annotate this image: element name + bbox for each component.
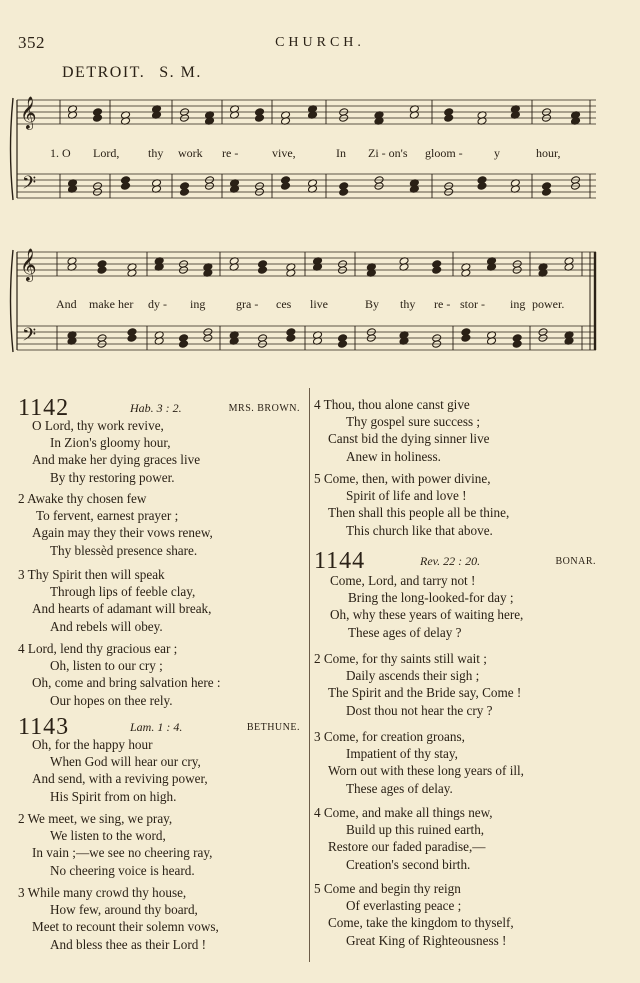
hymn-number: 1142	[18, 395, 70, 421]
verse-line: And send, with a reviving power,	[32, 771, 208, 787]
svg-text:𝄢: 𝄢	[22, 325, 37, 350]
lyric-syllable: thy	[148, 146, 164, 160]
lyric-syllable: work	[178, 146, 203, 160]
lyric-syllable: gra -	[236, 297, 259, 311]
hymn-number: 1144	[314, 548, 366, 574]
verse-line: Oh, listen to our cry ;	[50, 658, 163, 674]
verse-line: 4 Come, and make all things new,	[314, 805, 493, 820]
verse-line: Great King of Righteousness !	[346, 932, 507, 948]
verse-line: These ages of delay ?	[348, 624, 462, 640]
verse-line: 5 Come, then, with power divine,	[314, 471, 491, 486]
verse-line: 3 Thy Spirit then will speak	[18, 567, 165, 582]
stanza	[314, 650, 521, 719]
lyric-syllable: dy -	[148, 297, 167, 311]
verse-line: Oh, come and bring salvation here :	[32, 675, 221, 691]
verse-line: The Spirit and the Bride say, Come !	[328, 685, 522, 701]
verse-line: Daily ascends their sigh ;	[346, 668, 480, 684]
lyrics-line-1	[0, 146, 640, 162]
running-head: CHURCH.	[275, 35, 365, 50]
hymn-author: BETHUNE.	[246, 722, 300, 733]
verse-line: 4 Thou, thou alone canst give	[314, 397, 470, 412]
verse-line: Dost thou not hear the cry ?	[346, 702, 493, 718]
verse-line: In vain ;—we see no cheering ray,	[32, 845, 213, 861]
verse-line: And rebels will obey.	[50, 618, 163, 634]
stanza	[18, 884, 219, 953]
verse-line: Again may they their vows renew,	[32, 525, 213, 541]
verse-line: No cheering voice is heard.	[50, 862, 195, 878]
verse-line: 4 Lord, lend thy gracious ear ;	[18, 641, 178, 656]
verse-line: In Zion's gloomy hour,	[50, 435, 171, 451]
lyric-syllable: ing	[510, 297, 526, 311]
verse-line: Thy blessèd presence share.	[50, 542, 198, 558]
stanza	[314, 396, 490, 465]
verse-line: Spirit of life and love !	[346, 488, 467, 504]
svg-text:𝄢: 𝄢	[22, 173, 37, 198]
verse-line: Creation's second birth.	[346, 856, 471, 872]
hymn-1144-header	[314, 548, 596, 574]
verse-line: Worn out with these long years of ill,	[328, 763, 524, 779]
lyric-syllable: ces	[276, 297, 292, 311]
lyric-syllable: And	[56, 297, 77, 311]
stanza	[32, 417, 200, 486]
music-score	[0, 0, 640, 390]
verse-line: Build up this ruined earth,	[346, 822, 485, 838]
lyric-syllable: y	[494, 146, 500, 160]
lyric-syllable: live	[310, 297, 328, 311]
lyric-syllable: gloom -	[425, 146, 463, 160]
stanza	[330, 572, 523, 641]
verse-line: Anew in holiness.	[346, 448, 441, 464]
lyric-syllable: vive,	[272, 146, 296, 160]
stanza	[18, 640, 221, 709]
verse-line: And make her dying graces live	[32, 452, 201, 468]
hymn-reference: Lam. 1 : 4.	[130, 720, 183, 734]
tune-meter: S. M.	[159, 64, 202, 81]
verse-line: Thy gospel sure success ;	[346, 414, 481, 430]
stanza	[314, 804, 493, 873]
verse-line: Our hopes on thee rely.	[50, 692, 173, 708]
column-divider	[309, 388, 310, 962]
stanza	[32, 736, 208, 805]
verse-line: And bless thee as their Lord !	[50, 936, 207, 952]
verse-line: 2 We meet, we sing, we pray,	[18, 811, 173, 826]
verse-line: To fervent, earnest prayer ;	[36, 508, 179, 524]
stanza	[18, 566, 211, 635]
verse-line: Restore our faded paradise,—	[328, 839, 486, 855]
verse-line: This church like that above.	[346, 522, 493, 538]
verse-line: Through lips of feeble clay,	[50, 584, 196, 600]
hymn-author: MRS. BROWN.	[228, 403, 300, 414]
verse-line: His Spirit from on high.	[50, 788, 177, 804]
hymn-author: BONAR.	[555, 556, 596, 567]
verse-line: 2 Awake thy chosen few	[18, 491, 147, 506]
verse-line: By thy restoring power.	[50, 469, 175, 485]
stanza	[314, 470, 509, 539]
lyric-syllable: power.	[532, 297, 565, 311]
lyric-syllable: thy	[400, 297, 416, 311]
verse-line: O Lord, thy work revive,	[32, 418, 164, 433]
verse-line: Impatient of thy stay,	[346, 746, 458, 762]
lyric-syllable: By	[365, 297, 380, 311]
stanza	[18, 810, 212, 879]
lyric-syllable: 1. O	[50, 146, 71, 160]
verse-line: 3 While many crowd thy house,	[18, 885, 187, 900]
lyric-syllable: ing	[190, 297, 206, 311]
svg-text:𝄞: 𝄞	[20, 96, 37, 129]
verse-line: And hearts of adamant will break,	[32, 601, 212, 617]
tune-name: DETROIT.	[62, 64, 146, 81]
verse-line: 3 Come, for creation groans,	[314, 729, 465, 744]
lyric-syllable: make her	[89, 297, 134, 311]
page-number: 352	[18, 33, 45, 52]
stanza	[18, 490, 213, 559]
lyrics-line-2	[0, 297, 640, 313]
lyric-syllable: re -	[222, 146, 239, 160]
hymn-reference: Hab. 3 : 2.	[130, 401, 182, 415]
verse-line: 5 Come and begin thy reign	[314, 881, 461, 896]
lyric-syllable: Zi - on's	[368, 146, 408, 160]
verse-line: When God will hear our cry,	[50, 754, 201, 770]
lyric-syllable: hour,	[536, 146, 561, 160]
hymn-number: 1143	[18, 714, 70, 740]
verse-line: Of everlasting peace ;	[346, 898, 462, 914]
verse-line: Meet to recount their solemn vows,	[32, 919, 219, 935]
lyric-syllable: Lord,	[93, 146, 120, 160]
verse-line: Come, Lord, and tarry not !	[330, 573, 476, 588]
verse-line: Oh, why these years of waiting here,	[330, 607, 524, 623]
verse-line: How few, around thy board,	[50, 902, 198, 918]
lyric-syllable: In	[336, 146, 346, 160]
stanza	[314, 880, 514, 949]
hymn-reference: Rev. 22 : 20.	[420, 554, 481, 568]
svg-text:𝄞: 𝄞	[20, 248, 37, 281]
stanza	[314, 728, 524, 797]
verse-line: We listen to the word,	[50, 828, 166, 844]
verse-line: Bring the long-looked-for day ;	[348, 590, 514, 606]
lyric-syllable: re -	[434, 297, 451, 311]
verse-line: Oh, for the happy hour	[32, 737, 153, 752]
lyric-syllable: stor -	[460, 297, 485, 311]
verse-line: These ages of delay.	[346, 780, 453, 796]
verse-line: Come, take the kingdom to thyself,	[328, 915, 514, 931]
verse-line: 2 Come, for thy saints still wait ;	[314, 651, 487, 666]
verse-line: Then shall this people all be thine,	[328, 505, 510, 521]
verse-line: Canst bid the dying sinner live	[328, 431, 490, 447]
